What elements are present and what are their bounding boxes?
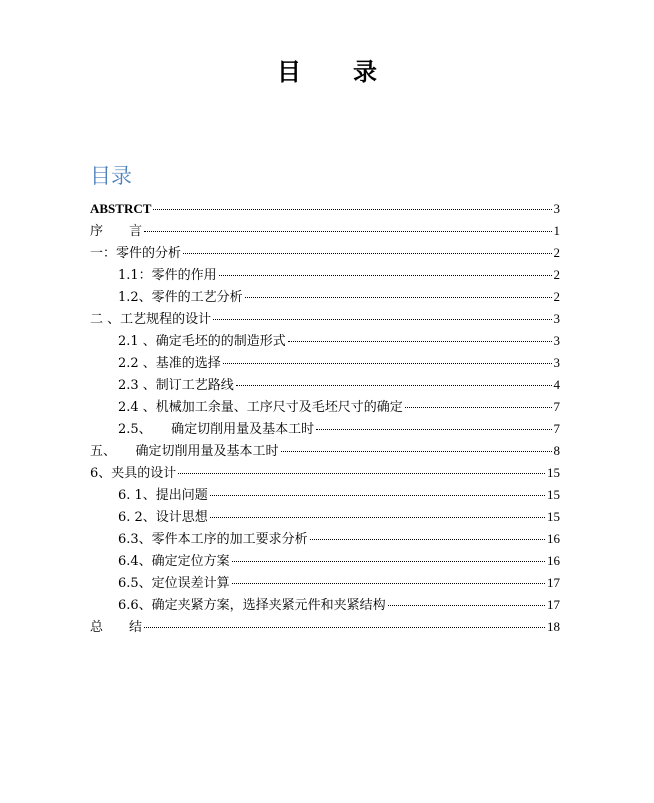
toc-entry-label: 6. 2、设计思想 bbox=[118, 510, 208, 525]
toc-entry-page: 3 bbox=[553, 311, 560, 326]
toc-leader-dots bbox=[223, 363, 552, 364]
toc-entry-page: 16 bbox=[547, 531, 560, 546]
toc-entry[interactable] bbox=[90, 286, 560, 308]
toc-entry-label: 6. 1、提出问题 bbox=[118, 488, 208, 503]
toc-entry[interactable] bbox=[90, 572, 560, 594]
toc-entry-page: 7 bbox=[553, 399, 560, 414]
toc-entry-label: 6.5、定位误差计算 bbox=[118, 576, 230, 591]
toc-entry-label: 2.1 、确定毛坯的的制造形式 bbox=[118, 334, 286, 349]
toc-entry-label: 2.2 、基准的选择 bbox=[118, 356, 221, 371]
toc-entry-page: 15 bbox=[547, 487, 560, 502]
toc-entry-page: 3 bbox=[553, 333, 560, 348]
toc-entry-page: 3 bbox=[553, 355, 560, 370]
toc-entry-page: 18 bbox=[547, 619, 560, 634]
toc-entry-page: 15 bbox=[547, 509, 560, 524]
toc-leader-dots bbox=[310, 539, 545, 540]
title-char-1: 目 bbox=[277, 58, 301, 86]
toc-entry[interactable] bbox=[90, 352, 560, 374]
toc-leader-dots bbox=[178, 473, 545, 474]
toc-entry-label: 序 言 bbox=[90, 224, 143, 239]
toc-leader-dots bbox=[219, 275, 552, 276]
toc-leader-dots bbox=[236, 385, 552, 386]
toc-leader-dots bbox=[210, 517, 545, 518]
toc-entry-page: 17 bbox=[547, 575, 560, 590]
toc-leader-dots bbox=[232, 583, 545, 584]
toc-leader-dots bbox=[281, 451, 552, 452]
toc-leader-dots bbox=[316, 429, 551, 430]
toc-entry[interactable] bbox=[90, 396, 560, 418]
toc-entry[interactable] bbox=[90, 330, 560, 352]
page-title bbox=[0, 52, 654, 87]
toc-entry-label: 2.5、 确定切削用量及基本工时 bbox=[118, 422, 315, 437]
toc-entry[interactable] bbox=[90, 506, 560, 528]
toc-entry-label: 2.4 、机械加工余量、工序尺寸及毛坯尺寸的确定 bbox=[118, 400, 403, 415]
toc-entry-label: 1.2、零件的工艺分析 bbox=[118, 290, 243, 305]
toc-entry-page: 17 bbox=[547, 597, 560, 612]
toc-leader-dots bbox=[213, 319, 551, 320]
toc-entry[interactable] bbox=[90, 550, 560, 572]
toc-entry-page: 8 bbox=[553, 443, 560, 458]
toc-entry-page: 15 bbox=[547, 465, 560, 480]
toc-entry-label: 6.6、确定夹紧方案，选择夹紧元件和夹紧结构 bbox=[118, 598, 386, 613]
toc-entry[interactable] bbox=[90, 308, 560, 330]
toc-entry-page: 2 bbox=[553, 245, 560, 260]
toc-leader-dots bbox=[232, 561, 545, 562]
toc-entry-label: 6.4、确定定位方案 bbox=[118, 554, 230, 569]
toc-entry-label: 1.1：零件的作用 bbox=[118, 268, 217, 283]
toc-entry[interactable] bbox=[90, 594, 560, 616]
toc-entry[interactable] bbox=[90, 462, 560, 484]
toc-entry[interactable] bbox=[90, 528, 560, 550]
toc-entry-label: 2.3 、制订工艺路线 bbox=[118, 378, 234, 393]
toc-entry-label: 一：零件的分析 bbox=[90, 246, 182, 261]
toc-entry[interactable] bbox=[90, 616, 560, 638]
toc-entry[interactable] bbox=[90, 242, 560, 264]
toc-entry-label: 五、 确定切削用量及基本工时 bbox=[90, 444, 279, 459]
toc-leader-dots bbox=[144, 231, 551, 232]
toc-entry[interactable] bbox=[90, 440, 560, 462]
toc-entry-page: 3 bbox=[553, 201, 560, 216]
title-char-2: 录 bbox=[353, 58, 377, 86]
table-of-contents bbox=[90, 198, 560, 638]
toc-entry[interactable] bbox=[90, 198, 560, 220]
toc-leader-dots bbox=[388, 605, 545, 606]
toc-entry-label: 6.3、零件本工序的加工要求分析 bbox=[118, 532, 308, 547]
toc-leader-dots bbox=[144, 627, 545, 628]
toc-entry-label: 6、夹具的设计 bbox=[90, 466, 177, 481]
toc-entry-page: 7 bbox=[553, 421, 560, 436]
toc-entry[interactable] bbox=[90, 264, 560, 286]
toc-leader-dots bbox=[405, 407, 552, 408]
toc-leader-dots bbox=[153, 209, 551, 210]
toc-entry-label: 总 结 bbox=[90, 620, 143, 635]
toc-entry-label: 二 、工艺规程的设计 bbox=[90, 312, 212, 327]
toc-leader-dots bbox=[245, 297, 552, 298]
toc-entry[interactable] bbox=[90, 418, 560, 440]
toc-entry[interactable] bbox=[90, 484, 560, 506]
toc-heading: 目录 bbox=[90, 164, 132, 188]
toc-entry-page: 2 bbox=[553, 267, 560, 282]
toc-entry[interactable] bbox=[90, 220, 560, 242]
toc-entry-page: 4 bbox=[553, 377, 560, 392]
toc-entry[interactable] bbox=[90, 374, 560, 396]
toc-leader-dots bbox=[288, 341, 552, 342]
toc-entry-page: 16 bbox=[547, 553, 560, 568]
toc-leader-dots bbox=[210, 495, 545, 496]
toc-entry-label: ABSTRCT bbox=[90, 201, 152, 216]
toc-entry-page: 2 bbox=[553, 289, 560, 304]
toc-entry-page: 1 bbox=[553, 223, 560, 238]
toc-leader-dots bbox=[183, 253, 551, 254]
